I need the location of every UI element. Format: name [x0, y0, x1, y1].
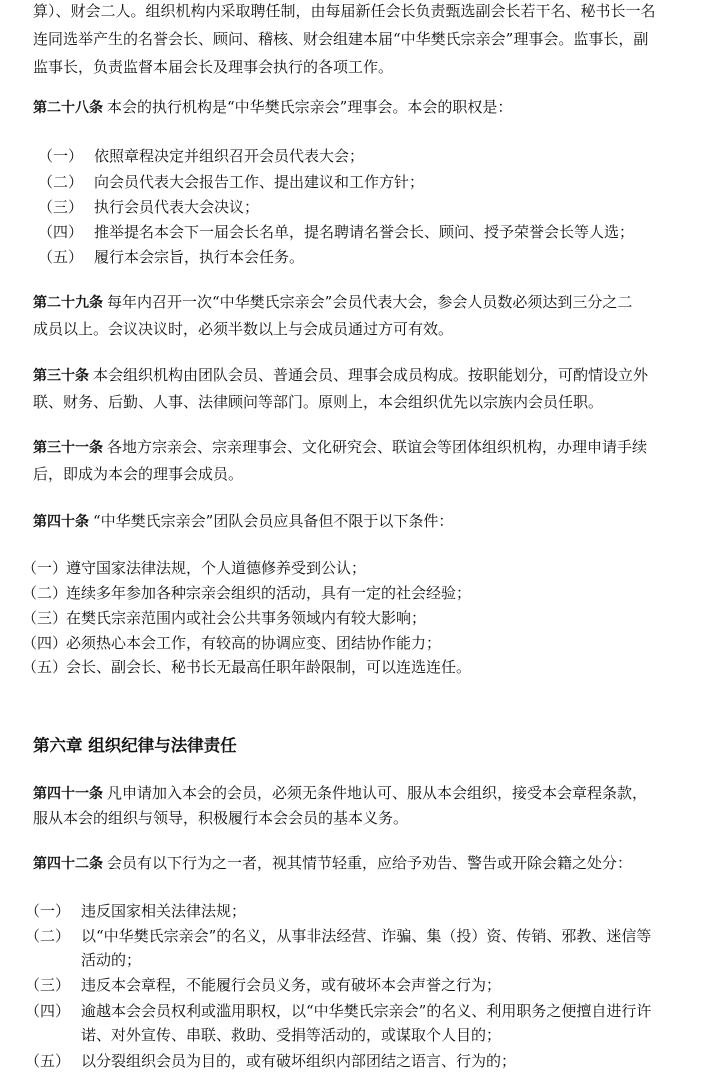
item-number: （四） [38, 223, 84, 241]
item-number: （一） [22, 559, 68, 577]
item-number: （一） [25, 902, 71, 920]
item-text: 推举提名本会下一届会长名单，提名聘请名誉会长、顾问、授予荣誉会长等人选； [94, 223, 635, 241]
text-line: 联、财务、后勤、人事、法律顾问等部门。原则上，本会组织优先以宗族内会员任职。 [33, 393, 604, 411]
list-item [25, 1000, 689, 1022]
list-item [25, 1050, 689, 1072]
item-text: 向会员代表大会报告工作、提出建议和工作方针； [94, 173, 425, 191]
list-item [38, 221, 689, 243]
text-line: 成员以上。会议决议时，必须半数以上与会成员通过方可有效。 [33, 320, 454, 338]
list-item [38, 246, 689, 268]
chapter-title [33, 735, 689, 757]
paragraph-line [33, 56, 689, 78]
article-label: 第四十二条 [33, 856, 103, 872]
list-item [25, 925, 689, 947]
item-number: （二） [38, 173, 84, 191]
paragraph-line [33, 807, 689, 829]
item-text: 以“中华樊氏宗亲会”的名义，从事非法经营、诈骗、集（投）资、传销、邪教、迷信等 [81, 927, 652, 945]
item-text: 依照章程决定并组织召开会员代表大会； [94, 147, 365, 165]
article-41-line [33, 782, 689, 804]
item-text: 必须热心本会工作，有较高的协调应变、团结协作能力； [66, 634, 442, 652]
article-label: 第四十一条 [33, 786, 103, 802]
paragraph-line [33, 463, 689, 485]
article-label: 第三十一条 [33, 440, 103, 456]
article-text: 各地方宗亲会、宗亲理事会、文化研究会、联谊会等团体组织机构，办理申请手续 [107, 438, 648, 456]
item-number: （二） [22, 584, 68, 602]
list-item [22, 656, 689, 678]
article-40-heading [33, 510, 689, 532]
item-number: （五） [38, 248, 84, 266]
article-text: 会员有以下行为之一者，视其情节轻重，应给予劝告、警告或开除会籍之处分： [107, 854, 633, 872]
item-number: （四） [22, 634, 68, 652]
item-number: （三） [25, 976, 71, 994]
paragraph-line [33, 28, 689, 50]
item-number: （五） [25, 1052, 71, 1070]
list-item-continuation [81, 949, 689, 971]
article-label: 第二十九条 [33, 295, 103, 311]
article-text: 本会组织机构由团队会员、普通会员、理事会成员构成。按职能划分，可酌情设立外 [93, 366, 649, 384]
text-line: 后，即成为本会的理事会成员。 [33, 465, 244, 483]
paragraph-line [33, 318, 689, 340]
item-text: 逾越本会会员权利或滥用职权，以“中华樊氏宗亲会”的名义、利用职务之便擅自进行许 [81, 1002, 652, 1020]
item-text: 会长、副会长、秘书长无最高任职年龄限制，可以连选连任。 [66, 658, 472, 676]
list-item [25, 900, 689, 922]
article-29-line [33, 291, 689, 313]
article-42-heading [33, 852, 689, 874]
article-text: 每年内召开一次“中华樊氏宗亲会”会员代表大会，参会人员数必须达到三分之二 [107, 293, 633, 311]
list-item [22, 607, 689, 629]
list-item [22, 582, 689, 604]
text-line: 连同选举产生的名誉会长、顾问、稽核、财会组建本届“中华樊氏宗亲会”理事会。监事长，副 [33, 30, 649, 48]
item-number: （五） [22, 658, 68, 676]
paragraph-line [33, 0, 689, 22]
item-number: （三） [38, 198, 84, 216]
article-28-heading [33, 96, 689, 118]
article-label: 第三十条 [33, 368, 89, 384]
article-text: 凡申请加入本会的会员，必须无条件地认可、服从本会组织，接受本会章程条款， [107, 784, 648, 802]
article-text: 本会的执行机构是“中华樊氏宗亲会”理事会。本会的职权是： [107, 98, 513, 116]
list-item [38, 196, 689, 218]
item-number: （四） [25, 1002, 71, 1020]
item-text: 履行本会宗旨，执行本会任务。 [94, 248, 305, 266]
article-30-line [33, 364, 689, 386]
text-line: 服从本会的组织与领导，积极履行本会会员的基本义务。 [33, 809, 409, 827]
list-item-continuation [81, 1024, 689, 1046]
item-text: 遵守国家法律法规，个人道德修养受到公认； [66, 559, 367, 577]
item-text: 连续多年参加各种宗亲会组织的活动，具有一定的社会经验； [66, 584, 472, 602]
article-label: 第四十条 [33, 514, 89, 530]
item-text: 违反本会章程，不能履行会员义务，或有破坏本会声誉之行为； [81, 976, 502, 994]
item-text: 诺、对外宣传、串联、救助、受捐等活动的，或谋取个人目的； [81, 1026, 502, 1044]
text-line: 监事长，负责监督本届会长及理事会执行的各项工作。 [33, 58, 394, 76]
article-text: “中华樊氏宗亲会”团队会员应具备但不限于以下条件： [93, 512, 454, 530]
text-line: 算）、财会二人。组织机构内采取聘任制，由每届新任会长负责甄选副会长若干名、秘书长一名 [33, 2, 656, 20]
item-text: 执行会员代表大会决议； [94, 198, 260, 216]
item-text: 以分裂组织会员为目的，或有破坏组织内部团结之语言、行为的； [81, 1052, 517, 1070]
item-number: （二） [25, 927, 71, 945]
item-number: （三） [22, 609, 68, 627]
paragraph-line [33, 391, 689, 413]
list-item [38, 171, 689, 193]
list-item [38, 145, 689, 167]
article-31-line [33, 436, 689, 458]
list-item [25, 974, 689, 996]
item-text: 活动的； [81, 951, 142, 969]
chapter-title-text: 第六章 组织纪律与法律责任 [33, 736, 237, 755]
article-label: 第二十八条 [33, 100, 103, 116]
item-text: 违反国家相关法律法规； [81, 902, 247, 920]
list-item [22, 557, 689, 579]
item-number: （一） [38, 147, 84, 165]
list-item [22, 632, 689, 654]
item-text: 在樊氏宗亲范围内或社会公共事务领域内有较大影响； [66, 609, 427, 627]
